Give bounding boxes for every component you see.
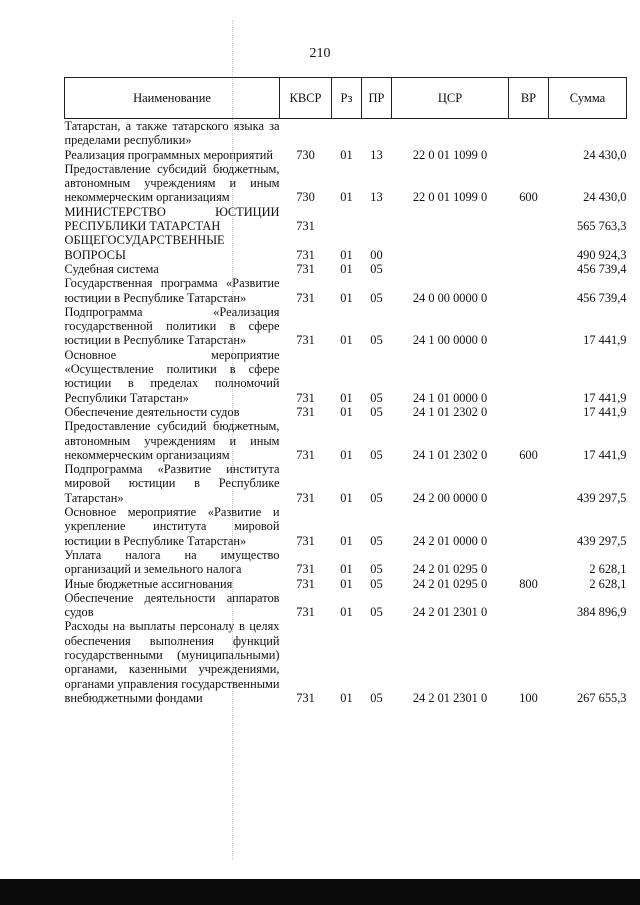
cell-rz: 01 bbox=[340, 562, 353, 577]
header-vr: ВР bbox=[509, 78, 549, 119]
cell-rz: 01 bbox=[340, 147, 353, 162]
cell-pr: 05 bbox=[370, 533, 383, 548]
cell-sum: 24 430,0 bbox=[583, 147, 627, 162]
cell-csr bbox=[392, 233, 509, 262]
cell-pr bbox=[362, 119, 392, 148]
cell-rz: 01 bbox=[340, 190, 353, 205]
cell-vr: 600 bbox=[519, 190, 538, 205]
cell-csr: 24 2 01 0000 0 bbox=[412, 533, 488, 548]
cell-name: Обеспечение деятельности судов bbox=[64, 404, 240, 419]
cell-pr: 05 bbox=[370, 576, 383, 591]
cell-sum: 565 763,3 bbox=[576, 219, 627, 234]
cell-sum: 17 441,9 bbox=[583, 390, 627, 405]
cell-rz: 01 bbox=[340, 333, 353, 348]
cell-csr: 24 1 01 2302 0 bbox=[412, 404, 488, 419]
table-row bbox=[65, 619, 627, 705]
table-row bbox=[65, 262, 627, 276]
cell-kvsr: 730 bbox=[296, 190, 315, 205]
table-row bbox=[65, 276, 627, 305]
page-number: 210 bbox=[309, 46, 331, 61]
table-row bbox=[65, 548, 627, 577]
cell-pr: 13 bbox=[370, 147, 383, 162]
cell-csr: 24 2 01 0295 0 bbox=[412, 562, 488, 577]
cell-csr: 24 1 00 0000 0 bbox=[412, 333, 488, 348]
cell-vr bbox=[509, 462, 549, 505]
cell-kvsr: 731 bbox=[296, 290, 315, 305]
table-row bbox=[65, 305, 627, 348]
cell-vr bbox=[509, 505, 549, 548]
cell-pr: 05 bbox=[370, 390, 383, 405]
header-pr: ПР bbox=[362, 78, 392, 119]
cell-sum: 456 739,4 bbox=[576, 290, 627, 305]
cell-vr bbox=[509, 119, 549, 148]
cell-pr: 05 bbox=[370, 490, 383, 505]
cell-rz: 01 bbox=[340, 605, 353, 620]
table-row bbox=[65, 577, 627, 591]
cell-pr: 05 bbox=[370, 290, 383, 305]
cell-kvsr: 731 bbox=[296, 690, 315, 705]
cell-kvsr: 731 bbox=[296, 576, 315, 591]
cell-kvsr: 731 bbox=[296, 447, 315, 462]
cell-name: Обеспечение деятельности аппаратов судов bbox=[64, 590, 280, 620]
table-row bbox=[65, 162, 627, 205]
cell-csr: 24 2 00 0000 0 bbox=[412, 490, 488, 505]
cell-rz: 01 bbox=[340, 404, 353, 419]
cell-csr: 22 0 01 1099 0 bbox=[412, 147, 488, 162]
cell-rz: 01 bbox=[340, 390, 353, 405]
cell-name: Основное мероприятие «Осуществление политики в сфере юстиции в пределах полномочий Республики Татарстан» bbox=[64, 347, 280, 405]
cell-vr bbox=[509, 148, 549, 162]
cell-sum bbox=[549, 119, 627, 148]
cell-rz bbox=[332, 119, 362, 148]
cell-name: Предоставление субсидий бюджетным, автономным учреждениям и иным некоммерческим организациям bbox=[64, 161, 280, 205]
table-row bbox=[65, 119, 627, 148]
cell-kvsr: 731 bbox=[296, 605, 315, 620]
cell-name: Предоставление субсидий бюджетным, автономным учреждениям и иным некоммерческим организациям bbox=[64, 419, 280, 462]
header-sum: Сумма bbox=[549, 78, 627, 119]
cell-name: ОБЩЕГОСУДАРСТВЕННЫЕ ВОПРОСЫ bbox=[64, 233, 225, 262]
cell-vr bbox=[509, 548, 549, 577]
cell-csr: 24 2 01 0295 0 bbox=[412, 576, 488, 591]
cell-kvsr bbox=[280, 119, 332, 148]
cell-rz: 01 bbox=[340, 490, 353, 505]
cell-sum: 2 628,1 bbox=[589, 562, 627, 577]
cell-rz: 01 bbox=[340, 690, 353, 705]
cell-sum: 439 297,5 bbox=[576, 490, 627, 505]
cell-name: Реализация программных мероприятий bbox=[64, 147, 274, 162]
cell-name: Иные бюджетные ассигнования bbox=[64, 576, 233, 591]
cell-vr bbox=[509, 591, 549, 620]
cell-kvsr: 731 bbox=[296, 490, 315, 505]
cell-name: Судебная система bbox=[64, 261, 159, 276]
cell-sum: 439 297,5 bbox=[576, 533, 627, 548]
cell-csr: 24 1 01 0000 0 bbox=[412, 390, 488, 405]
table-row bbox=[65, 205, 627, 234]
table-row bbox=[65, 419, 627, 462]
cell-csr bbox=[392, 119, 509, 148]
cell-sum: 17 441,9 bbox=[583, 333, 627, 348]
cell-kvsr: 731 bbox=[296, 404, 315, 419]
scan-bottom-band bbox=[0, 879, 640, 905]
cell-name: Татарстан, а также татарского языка за пределами республики» bbox=[64, 119, 280, 148]
cell-name: Подпрограмма «Развитие института мировой юстиции в Республике Татарстан» bbox=[64, 462, 280, 505]
table-row bbox=[65, 462, 627, 505]
cell-csr bbox=[392, 262, 509, 276]
budget-table bbox=[64, 77, 627, 705]
cell-kvsr: 731 bbox=[296, 390, 315, 405]
cell-sum: 24 430,0 bbox=[583, 190, 627, 205]
cell-csr: 24 2 01 2301 0 bbox=[412, 690, 488, 705]
cell-vr bbox=[509, 305, 549, 348]
header-name: Наименование bbox=[65, 78, 280, 119]
header-rz: Рз bbox=[332, 78, 362, 119]
cell-vr: 100 bbox=[519, 690, 538, 705]
cell-pr: 05 bbox=[370, 404, 383, 419]
cell-pr: 05 bbox=[370, 447, 383, 462]
cell-pr: 05 bbox=[370, 333, 383, 348]
cell-kvsr: 731 bbox=[296, 247, 315, 262]
cell-vr: 800 bbox=[519, 576, 538, 591]
cell-rz bbox=[332, 205, 362, 234]
cell-pr: 05 bbox=[370, 261, 383, 276]
table-row bbox=[65, 348, 627, 405]
cell-kvsr: 730 bbox=[296, 147, 315, 162]
table-header-row bbox=[65, 78, 627, 119]
cell-rz: 01 bbox=[340, 447, 353, 462]
table-row bbox=[65, 148, 627, 162]
cell-rz: 01 bbox=[340, 261, 353, 276]
cell-vr bbox=[509, 262, 549, 276]
cell-name: Основное мероприятие «Развитие и укрепление института мировой юстиции в Республике Татарстан» bbox=[64, 505, 280, 548]
cell-pr: 05 bbox=[370, 605, 383, 620]
cell-rz: 01 bbox=[340, 576, 353, 591]
cell-kvsr: 731 bbox=[296, 562, 315, 577]
cell-name: Расходы на выплаты персоналу в целях обеспечения выполнения функций государственными (муниципальными) органами, казенными учреждениями, органами управления государственными внебюджетными фондами bbox=[64, 619, 280, 705]
cell-pr bbox=[362, 205, 392, 234]
cell-name: Подпрограмма «Реализация государственной политики в сфере юстиции в Республике Татарстан» bbox=[64, 304, 280, 348]
cell-vr bbox=[509, 348, 549, 405]
cell-csr: 22 0 01 1099 0 bbox=[412, 190, 488, 205]
cell-pr: 00 bbox=[370, 247, 383, 262]
cell-kvsr: 731 bbox=[296, 261, 315, 276]
table-row bbox=[65, 591, 627, 620]
header-kvsr: КВСР bbox=[280, 78, 332, 119]
cell-name: МИНИСТЕРСТВО ЮСТИЦИИ РЕСПУБЛИКИ ТАТАРСТАН bbox=[64, 204, 280, 234]
cell-rz: 01 bbox=[340, 247, 353, 262]
header-csr: ЦСР bbox=[392, 78, 509, 119]
cell-csr bbox=[392, 205, 509, 234]
cell-csr: 24 2 01 2301 0 bbox=[412, 605, 488, 620]
cell-sum: 17 441,9 bbox=[583, 404, 627, 419]
cell-vr: 600 bbox=[519, 447, 538, 462]
cell-sum: 17 441,9 bbox=[583, 447, 627, 462]
cell-vr bbox=[509, 233, 549, 262]
cell-vr bbox=[509, 276, 549, 305]
cell-pr: 05 bbox=[370, 562, 383, 577]
cell-csr: 24 1 01 2302 0 bbox=[412, 447, 488, 462]
cell-csr: 24 0 00 0000 0 bbox=[412, 290, 488, 305]
cell-sum: 2 628,1 bbox=[589, 576, 627, 591]
cell-sum: 267 655,3 bbox=[576, 690, 627, 705]
cell-pr: 05 bbox=[370, 690, 383, 705]
cell-rz: 01 bbox=[340, 290, 353, 305]
cell-kvsr: 731 bbox=[296, 219, 315, 234]
cell-sum: 384 896,9 bbox=[576, 605, 627, 620]
cell-name: Уплата налога на имущество организаций и земельного налога bbox=[64, 547, 280, 577]
cell-kvsr: 731 bbox=[296, 333, 315, 348]
cell-sum: 490 924,3 bbox=[576, 247, 627, 262]
cell-pr: 13 bbox=[370, 190, 383, 205]
cell-rz: 01 bbox=[340, 533, 353, 548]
table-row bbox=[65, 233, 627, 262]
cell-kvsr: 731 bbox=[296, 533, 315, 548]
cell-sum: 456 739,4 bbox=[576, 261, 627, 276]
cell-vr bbox=[509, 205, 549, 234]
cell-vr bbox=[509, 405, 549, 419]
table-row bbox=[65, 405, 627, 419]
cell-name: Государственная программа «Развитие юстиции в Республике Татарстан» bbox=[64, 276, 280, 305]
table-row bbox=[65, 505, 627, 548]
